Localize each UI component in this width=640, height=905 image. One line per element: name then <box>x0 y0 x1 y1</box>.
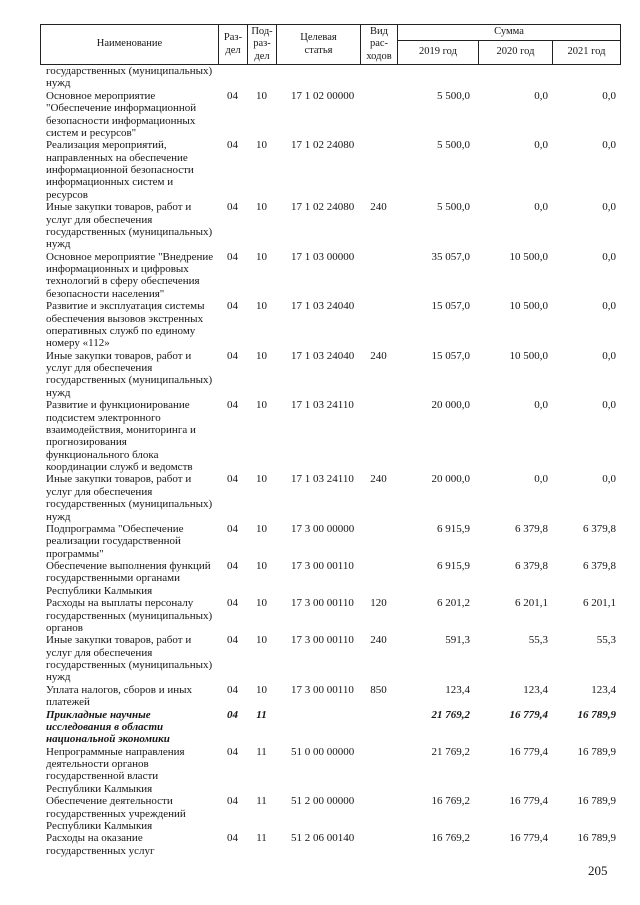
row-expense-type: 240 <box>370 201 387 214</box>
row-target-article: 17 1 03 24110 <box>291 473 354 486</box>
row-sum-2019: 16 769,2 <box>431 795 470 808</box>
row-section: 04 <box>227 708 238 721</box>
column-header-year-2021: 2021 год <box>552 40 620 64</box>
table-row <box>40 597 620 634</box>
row-sum-2020: 0,0 <box>534 201 548 214</box>
row-name: Развитие и функционирование подсистем электронного взаимодействия, мониторинга и прогнозирования функционального блока координации служб и ведомств <box>46 399 196 473</box>
row-sum-2019: 20 000,0 <box>431 473 470 486</box>
row-subsection: 11 <box>256 708 267 721</box>
row-section: 04 <box>227 250 238 263</box>
row-sum-2020: 6 379,8 <box>515 522 548 535</box>
row-sum-2019: 5 500,0 <box>437 201 470 214</box>
row-section: 04 <box>227 522 238 535</box>
row-subsection: 10 <box>256 250 267 263</box>
row-name: Иные закупки товаров, работ и услуг для обеспечения государственных (муниципальных) нужд <box>46 634 213 684</box>
row-sum-2020: 6 379,8 <box>515 560 548 572</box>
row-sum-2020: 0,0 <box>534 473 548 486</box>
table-row <box>40 523 620 560</box>
row-name: государственных (муниципальных) нужд <box>46 65 213 90</box>
row-section: 04 <box>227 201 238 214</box>
row-subsection: 10 <box>256 473 267 486</box>
row-sum-2019: 20 000,0 <box>431 399 470 412</box>
row-expense-type: 850 <box>370 683 387 696</box>
row-sum-2021: 6 379,8 <box>583 522 616 535</box>
row-expense-type: 240 <box>370 634 387 647</box>
row-section: 04 <box>227 795 238 808</box>
row-sum-2020: 0,0 <box>534 139 548 152</box>
row-target-article: 17 1 03 00000 <box>291 250 355 263</box>
row-name: Подпрограмма "Обеспечение реализации государственной программы" <box>46 522 184 560</box>
table-row <box>40 795 620 832</box>
row-sum-2021: 16 789,9 <box>577 795 616 808</box>
table-row <box>40 832 620 857</box>
row-sum-2019: 21 769,2 <box>431 708 470 721</box>
row-sum-2021: 0,0 <box>602 349 616 362</box>
row-target-article: 17 3 00 00110 <box>291 634 354 647</box>
row-name: Прикладные научные исследования в области национальной экономики <box>46 708 170 746</box>
column-header-target-article: Целевая статья <box>276 24 360 64</box>
row-sum-2021: 16 789,9 <box>577 832 616 845</box>
row-sum-2019: 35 057,0 <box>431 250 470 263</box>
row-subsection: 10 <box>256 634 267 647</box>
table-header <box>40 24 621 65</box>
row-sum-2020: 16 779,4 <box>509 795 548 808</box>
row-section: 04 <box>227 683 238 696</box>
row-section: 04 <box>227 399 238 412</box>
column-header-expense-type: Вид рас- ходов <box>360 24 397 64</box>
table-row <box>40 634 620 684</box>
row-section: 04 <box>227 832 238 845</box>
row-sum-2020: 6 201,1 <box>515 597 548 610</box>
row-sum-2019: 6 201,2 <box>437 597 470 610</box>
row-sum-2021: 6 379,8 <box>583 560 616 572</box>
table-row <box>40 201 620 251</box>
row-sum-2021: 0,0 <box>602 89 616 102</box>
row-subsection: 10 <box>256 683 267 696</box>
row-subsection: 10 <box>256 399 267 412</box>
row-sum-2021: 0,0 <box>602 300 616 313</box>
table-row <box>40 300 620 350</box>
row-sum-2021: 123,4 <box>591 683 616 696</box>
row-section: 04 <box>227 745 238 758</box>
column-header-year-2019: 2019 год <box>397 40 478 64</box>
table-row <box>40 65 620 90</box>
table-row <box>40 139 620 201</box>
row-section: 04 <box>227 597 238 610</box>
row-target-article: 17 1 03 24040 <box>291 349 355 362</box>
row-sum-2019: 15 057,0 <box>431 349 470 362</box>
row-target-article: 17 1 03 24110 <box>291 399 354 412</box>
row-sum-2019: 21 769,2 <box>431 745 470 758</box>
row-sum-2021: 6 201,1 <box>583 597 616 610</box>
table-row <box>40 399 620 473</box>
row-sum-2021: 55,3 <box>596 634 616 647</box>
row-name: Реализация мероприятий, направленных на обеспечение информационной безопасности информационных систем и ресурсов <box>46 139 194 201</box>
row-expense-type: 120 <box>370 597 387 610</box>
row-target-article: 17 3 00 00110 <box>291 597 354 610</box>
table-body <box>40 65 620 857</box>
row-sum-2020: 10 500,0 <box>509 349 548 362</box>
table-row <box>40 709 620 746</box>
row-sum-2020: 16 779,4 <box>509 708 548 721</box>
row-subsection: 10 <box>256 597 267 610</box>
row-sum-2020: 16 779,4 <box>509 832 548 845</box>
row-section: 04 <box>227 139 238 152</box>
table-row <box>40 746 620 796</box>
column-header-subsection: Под- раз- дел <box>247 24 276 64</box>
row-name: Основное мероприятие "Внедрение информационных и цифровых технологий в сферу обеспечения безопасности населения" <box>46 250 214 300</box>
row-target-article: 17 3 00 00110 <box>291 683 354 696</box>
row-target-article: 17 1 02 24080 <box>291 139 355 152</box>
column-header-year-2020: 2020 год <box>478 40 552 64</box>
row-subsection: 11 <box>256 795 267 808</box>
row-sum-2021: 16 789,9 <box>577 745 616 758</box>
row-subsection: 10 <box>256 300 267 313</box>
row-sum-2021: 0,0 <box>602 201 616 214</box>
row-sum-2019: 16 769,2 <box>431 832 470 845</box>
table-row <box>40 560 620 597</box>
row-sum-2020: 0,0 <box>534 399 548 412</box>
row-subsection: 11 <box>256 745 267 758</box>
row-name: Развитие и эксплуатация системы обеспечения вызовов экстренных оперативных служб по единому номеру «112» <box>46 300 205 350</box>
row-sum-2019: 5 500,0 <box>437 89 470 102</box>
row-section: 04 <box>227 349 238 362</box>
row-target-article: 17 1 02 00000 <box>291 89 355 102</box>
row-section: 04 <box>227 560 238 572</box>
row-target-article: 17 1 02 24080 <box>291 201 355 214</box>
table-row <box>40 684 620 709</box>
row-section: 04 <box>227 300 238 313</box>
row-sum-2021: 0,0 <box>602 399 616 412</box>
row-section: 04 <box>227 473 238 486</box>
row-subsection: 10 <box>256 560 267 572</box>
table-row <box>40 473 620 523</box>
row-sum-2020: 0,0 <box>534 89 548 102</box>
row-target-article: 17 1 03 24040 <box>291 300 355 313</box>
row-target-article: 17 3 00 00000 <box>291 522 355 535</box>
row-subsection: 10 <box>256 201 267 214</box>
column-header-section: Раз- дел <box>218 24 247 64</box>
row-name: Непрограммные направления деятельности органов государственной власти Республики Калмыкия <box>46 745 185 795</box>
column-header-name: Наименование <box>40 24 218 64</box>
row-sum-2019: 15 057,0 <box>431 300 470 313</box>
row-subsection: 10 <box>256 522 267 535</box>
row-sum-2021: 16 789,9 <box>577 708 616 721</box>
row-sum-2019: 123,4 <box>445 683 470 696</box>
row-target-article: 51 0 00 00000 <box>291 745 355 758</box>
row-name: Основное мероприятие "Обеспечение информационной безопасности информационных систем и ресурсов" <box>46 89 197 139</box>
row-sum-2019: 6 915,9 <box>437 522 470 535</box>
row-section: 04 <box>227 89 238 102</box>
row-sum-2020: 10 500,0 <box>509 250 548 263</box>
row-name: Расходы на оказание государственных услуг <box>46 832 155 857</box>
row-subsection: 10 <box>256 89 267 102</box>
column-header-sum: Сумма <box>397 24 620 40</box>
row-name: Иные закупки товаров, работ и услуг для обеспечения государственных (муниципальных) нужд <box>46 473 213 523</box>
page-number: 205 <box>588 863 608 878</box>
row-sum-2021: 0,0 <box>602 473 616 486</box>
row-name: Иные закупки товаров, работ и услуг для обеспечения государственных (муниципальных) нужд <box>46 201 213 251</box>
row-name: Уплата налогов, сборов и иных платежей <box>46 683 193 709</box>
row-sum-2020: 123,4 <box>523 683 548 696</box>
row-name: Расходы на выплаты персоналу государственных (муниципальных) органов <box>46 597 213 634</box>
row-subsection: 10 <box>256 139 267 152</box>
row-sum-2021: 0,0 <box>602 250 616 263</box>
row-sum-2021: 0,0 <box>602 139 616 152</box>
row-sum-2019: 6 915,9 <box>437 560 470 572</box>
table-row <box>40 90 620 140</box>
table-row <box>40 350 620 400</box>
row-name: Обеспечение деятельности государственных учреждений Республики Калмыкия <box>46 795 186 832</box>
row-name: Иные закупки товаров, работ и услуг для обеспечения государственных (муниципальных) нужд <box>46 349 213 399</box>
row-sum-2020: 55,3 <box>528 634 548 647</box>
row-expense-type: 240 <box>370 349 387 362</box>
row-target-article: 17 3 00 00110 <box>291 560 354 572</box>
row-sum-2020: 10 500,0 <box>509 300 548 313</box>
row-subsection: 11 <box>256 832 267 845</box>
row-sum-2019: 591,3 <box>445 634 470 647</box>
row-expense-type: 240 <box>370 473 387 486</box>
row-name: Обеспечение выполнения функций государственными органами Республики Калмыкия <box>46 560 211 597</box>
row-sum-2019: 5 500,0 <box>437 139 470 152</box>
row-subsection: 10 <box>256 349 267 362</box>
row-sum-2020: 16 779,4 <box>509 745 548 758</box>
row-target-article: 51 2 06 00140 <box>291 832 355 845</box>
table-row <box>40 251 620 301</box>
row-section: 04 <box>227 634 238 647</box>
row-target-article: 51 2 00 00000 <box>291 795 355 808</box>
